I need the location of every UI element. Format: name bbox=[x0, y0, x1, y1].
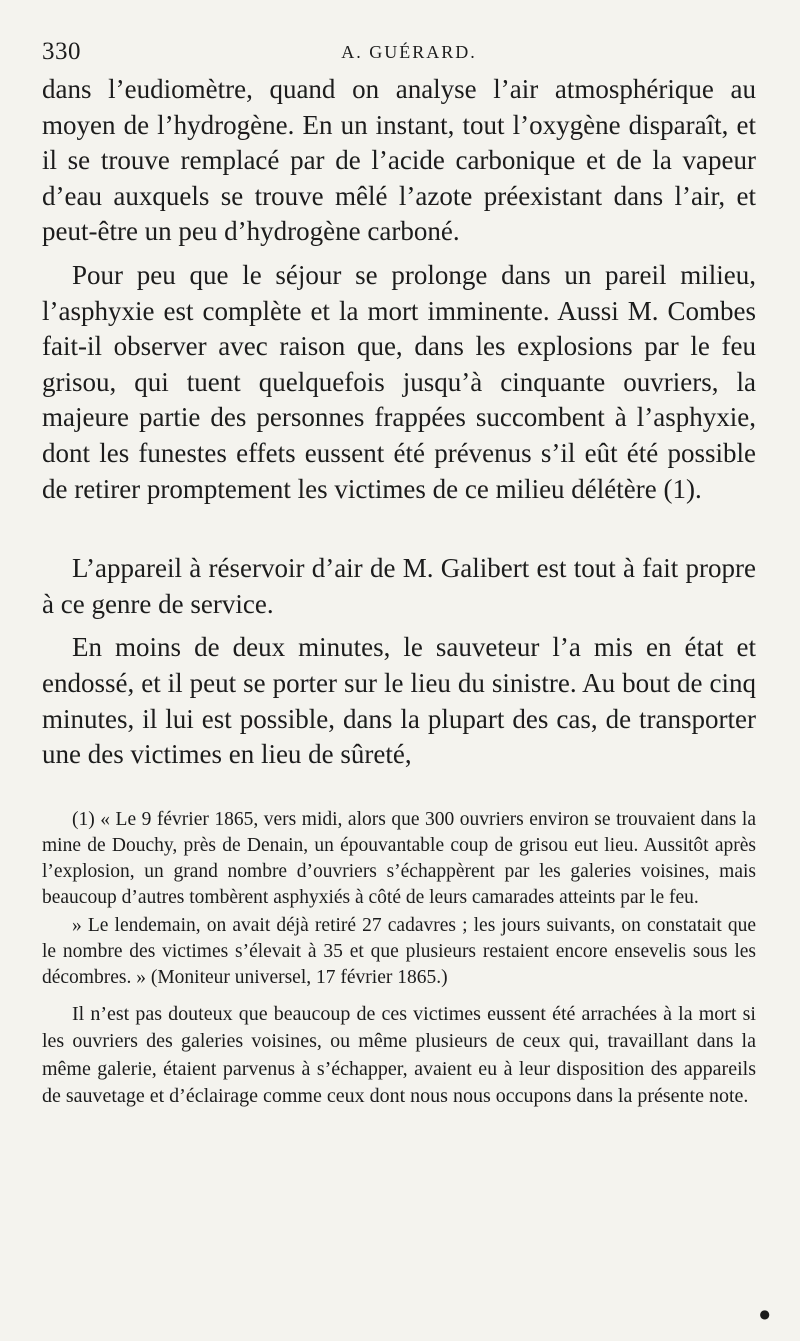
running-head: A. GUÉRARD. bbox=[341, 42, 477, 62]
main-text bbox=[42, 72, 756, 773]
footnote-paragraph: Il n’est pas douteux que beaucoup de ces victimes eussent été arrachées à la mort si les ouvriers des galeries voisines, ou même plusieurs de ceux qui, travaillant dans la même galerie, étaient parvenus à s’échapper, avaient eu à leur disposition des appareils de sauvetage et d’éclairage comme ceux dont nous nous occupons dans la présente note. bbox=[42, 1002, 756, 1108]
paragraph: Pour peu que le séjour se prolonge dans un pareil milieu, l’asphyxie est complète et la mort imminente. Aussi M. Combes fait-il observer avec raison que, dans les explosions par le feu grisou, qui tuent quelquefois jusqu’à cinquante ouvriers, la majeure partie des personnes frappées succombent à l’asphyxie, dont les funestes effets eussent été prévenus s’il eût été possible de retirer promptement les victimes de ce milieu délétère (1). bbox=[42, 259, 756, 504]
page-number: 330 bbox=[42, 38, 81, 65]
footnote-paragraph: » Le lendemain, on avait déjà retiré 27 cadavres ; les jours suivants, on constatait que le nombre des victimes s’élevait à 35 et que plusieurs restaient encore ensevelis sous les décombres. » (Moniteur universel, 17 février 1865.) bbox=[42, 914, 756, 988]
paragraph: dans l’eudiomètre, quand on analyse l’air atmosphérique au moyen de l’hydrogène. En un instant, tout l’oxygène disparaît, et il se trouve remplacé par de l’acide carbonique et de la vapeur d’eau auxquels se trouve mêlé l’azote préexistant dans l’air, et peut-être un peu d’hydrogène carboné. bbox=[42, 74, 756, 247]
footnote-paragraph: (1) « Le 9 février 1865, vers midi, alors que 300 ouvriers environ se trouvaient dans la mine de Douchy, près de Denain, un épouvantable coup de grisou eut lieu. Aussitôt après l’explosion, un grand nombre d’ouvriers s’échappèrent par les galeries voisines, mais beaucoup d’autres tombèrent asphyxiés à côté de leurs camarades atteints par le feu. bbox=[42, 808, 756, 908]
footnotes bbox=[42, 807, 756, 1111]
paragraph: L’appareil à réservoir d’air de M. Galibert est tout à fait propre à ce genre de service. bbox=[42, 553, 756, 619]
page-header bbox=[42, 38, 756, 72]
paragraph: En moins de deux minutes, le sauveteur l’a mis en état et endossé, et il peut se porter sur le lieu du sinistre. Au bout de cinq minutes, il lui est possible, dans la plupart des cas, de transporter une des victimes en lieu de sûreté, bbox=[42, 632, 756, 770]
print-mark: ● bbox=[759, 1307, 770, 1321]
